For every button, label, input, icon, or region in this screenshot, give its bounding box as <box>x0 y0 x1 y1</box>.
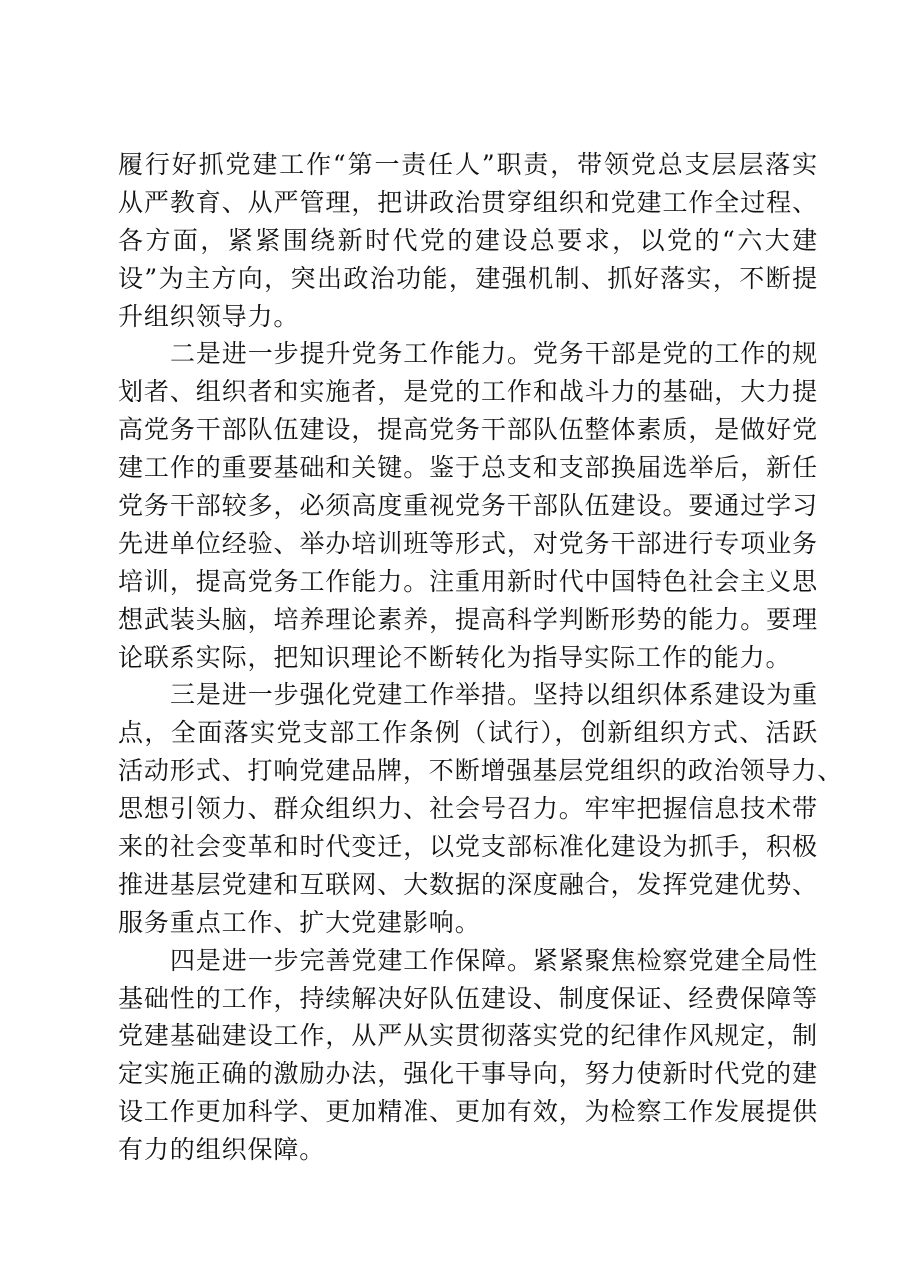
text-line: 三是进一步强化党建工作举措。坚持以组织体系建设为重 <box>170 680 818 710</box>
text-line: 升组织领导力。 <box>118 301 300 331</box>
text-line: 设”为主方向，突出政治功能，建强机制、抓好落实，不断提 <box>118 263 818 293</box>
text-line: 二是进一步提升党务工作能力。党务干部是党的工作的规 <box>170 339 818 369</box>
text-line: 培训，提高党务工作能力。注重用新时代中国特色社会主义思 <box>118 566 818 596</box>
text-line: 服务重点工作、扩大党建影响。 <box>118 907 481 937</box>
text-line: 点，全面落实党支部工作条例（试行），创新组织方式、活跃 <box>118 718 818 748</box>
text-line: 定实施正确的激励办法，强化干事导向，努力使新时代党的建 <box>118 1059 818 1089</box>
text-line: 想武装头脑，培养理论素养，提高科学判断形势的能力。要理 <box>118 604 818 634</box>
text-line: 思想引领力、群众组织力、社会号召力。牢牢把握信息技术带 <box>118 794 818 824</box>
paragraph-4 <box>118 942 818 1169</box>
text-line: 高党务干部队伍建设，提高党务干部队伍整体素质，是做好党 <box>118 415 818 445</box>
text-line: 推进基层党建和互联网、大数据的深度融合，发挥党建优势、 <box>118 869 818 899</box>
text-line: 论联系实际，把知识理论不断转化为指导实际工作的能力。 <box>118 642 792 672</box>
text-line: 基础性的工作，持续解决好队伍建设、制度保证、经费保障等 <box>118 983 818 1013</box>
text-line: 活动形式、打响党建品牌，不断增强基层党组织的政治领导力、 <box>118 756 844 786</box>
paragraph-2 <box>118 335 818 676</box>
text-line: 履行好抓党建工作“第一责任人”职责，带领党总支层层落实 <box>118 150 818 179</box>
paragraph-1 <box>118 146 818 335</box>
text-line: 设工作更加科学、更加精准、更加有效，为检察工作发展提供 <box>118 1097 818 1127</box>
text-line: 党务干部较多，必须高度重视党务干部队伍建设。要通过学习 <box>118 491 818 521</box>
text-line: 先进单位经验、举办培训班等形式，对党务干部进行专项业务 <box>118 528 818 558</box>
text-line: 划者、组织者和实施者，是党的工作和战斗力的基础，大力提 <box>118 377 818 407</box>
text-line: 从严教育、从严管理，把讲政治贯穿组织和党建工作全过程、 <box>118 187 818 217</box>
text-line: 党建基础建设工作，从严从实贯彻落实党的纪律作风规定，制 <box>118 1021 818 1051</box>
text-line: 各方面，紧紧围绕新时代党的建设总要求，以党的“六大建 <box>118 225 818 255</box>
text-line: 四是进一步完善党建工作保障。紧紧聚焦检察党建全局性 <box>170 945 818 975</box>
text-line: 建工作的重要基础和关键。鉴于总支和支部换届选举后，新任 <box>118 453 818 483</box>
text-line: 来的社会变革和时代变迁，以党支部标准化建设为抓手，积极 <box>118 832 818 862</box>
body-text <box>118 146 844 1169</box>
text-line: 有力的组织保障。 <box>118 1135 326 1165</box>
paragraph-3 <box>118 676 844 941</box>
